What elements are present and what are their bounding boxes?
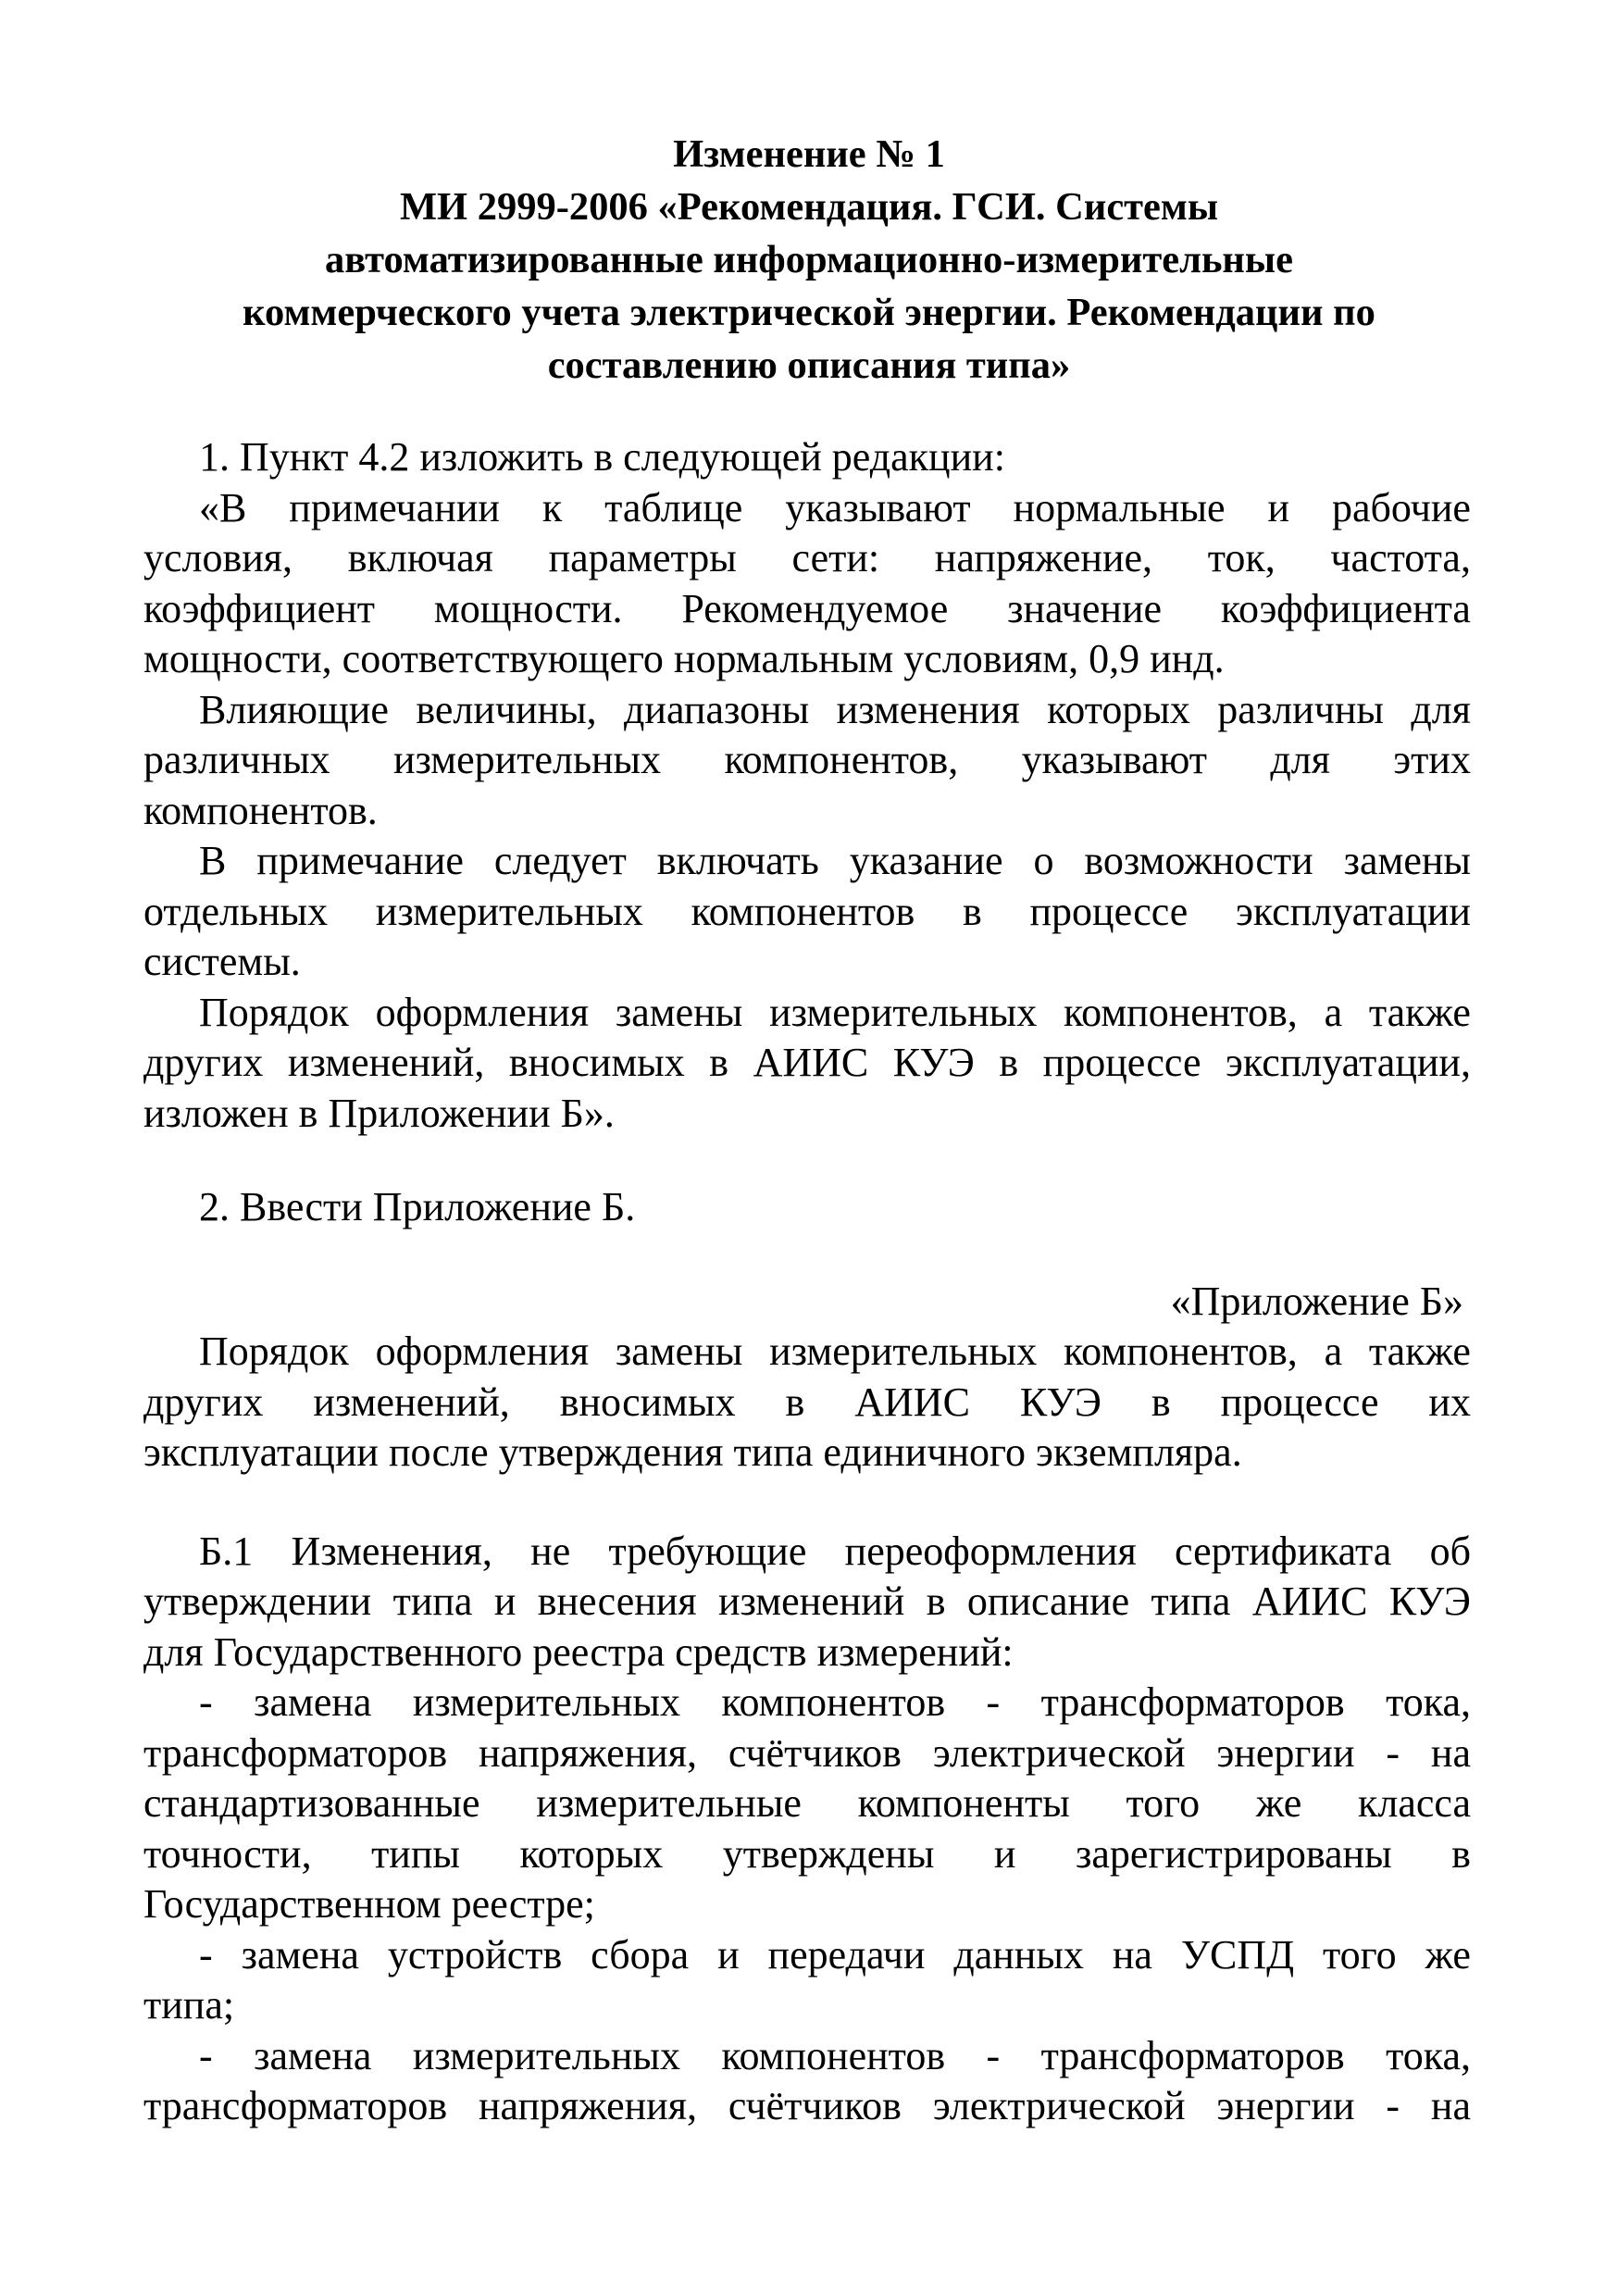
justified-line (143, 1038, 1471, 1089)
word: описание (966, 1578, 1130, 1624)
title-line: автоматизированные информационно-измерительные (325, 238, 1293, 281)
word: передачи (767, 1931, 926, 1978)
word: процессе (1042, 1040, 1201, 1085)
word: эксплуатации (1235, 888, 1471, 934)
word: следует (493, 838, 627, 883)
paragraph-last-line: изложен в Приложении Б». (143, 1090, 615, 1136)
word: стандартизованные (143, 1780, 480, 1826)
justified-line (143, 1327, 1471, 1378)
word: вносимых (508, 1040, 685, 1085)
word: возможности (1084, 838, 1313, 883)
word: условия, (143, 535, 293, 580)
word: напряжения, (478, 2083, 697, 2128)
word: указывают (785, 484, 971, 530)
word: диапазоны (624, 686, 810, 732)
word: - (986, 2032, 1001, 2078)
word: и (1267, 484, 1290, 530)
title-line: Изменение № 1 (673, 132, 945, 176)
word: АИИС (1251, 1578, 1368, 1624)
word: величины, (416, 686, 597, 732)
justified-line (143, 533, 1471, 584)
word: на (1430, 1729, 1471, 1776)
word: замена (241, 1931, 359, 1978)
word: в (963, 888, 982, 934)
word: электрической (932, 2083, 1186, 2128)
bullet-item-3 (143, 2031, 1471, 2132)
word: измерительных (412, 1679, 680, 1725)
document-title (139, 128, 1479, 392)
word: измерительных (769, 989, 1038, 1035)
word: компонентов (691, 888, 915, 934)
word: измерительных (393, 737, 662, 782)
word: КУЭ (1019, 1379, 1101, 1425)
paragraph-last-line: типа; (143, 1982, 235, 2028)
word: примечании (289, 484, 500, 530)
word: которых (1047, 686, 1190, 732)
word: В (199, 838, 227, 883)
word: ток, (1207, 535, 1276, 580)
word: замена (254, 1679, 372, 1725)
word: того (1126, 1780, 1201, 1826)
word: тока, (1386, 2032, 1471, 2078)
justified-line (143, 1728, 1471, 1779)
justified-line (143, 887, 1471, 938)
word: указание (849, 838, 1003, 883)
word: и (993, 1830, 1016, 1877)
word: процессе (1029, 888, 1189, 934)
word: других (143, 1379, 264, 1425)
word: указывают (1021, 737, 1207, 782)
word: переоформления (844, 1528, 1137, 1574)
paragraph-last-line: для Государственного реестра средств измерений: (143, 1628, 1014, 1675)
word: - (199, 1931, 213, 1978)
word: замены (615, 989, 743, 1035)
word: типа (392, 1578, 473, 1624)
word: утверждены (722, 1830, 935, 1877)
word: «В (199, 484, 247, 530)
word: АИИС (854, 1379, 970, 1425)
word: счётчиков (728, 1729, 902, 1776)
word: типы (371, 1830, 460, 1877)
word: компонентов, (1064, 1329, 1298, 1374)
word: коэффициент (143, 585, 376, 631)
word: зарегистрированы (1075, 1830, 1392, 1877)
word: в (999, 1040, 1019, 1085)
word: замена (254, 2032, 372, 2078)
word: вносимых (559, 1379, 736, 1425)
word: их (1428, 1379, 1471, 1425)
word: - (199, 1679, 213, 1725)
word: трансформаторов (143, 1729, 448, 1776)
word: изменений, (287, 1040, 485, 1085)
word: коэффициента (1220, 585, 1471, 631)
word: компонентов, (1064, 989, 1298, 1035)
word: измерительных (375, 888, 643, 934)
word: на (1112, 1931, 1152, 1978)
paragraph-last-line: Государственном реестре; (143, 1881, 595, 1927)
word: процессе (1220, 1379, 1379, 1425)
word: компонентов (721, 1679, 946, 1725)
justified-line (143, 735, 1471, 786)
bullet-item-1 (143, 1678, 1471, 1930)
word: КУЭ (1388, 1578, 1471, 1624)
justified-line (143, 584, 1471, 635)
word: таблице (604, 484, 743, 530)
word: для (1411, 686, 1471, 732)
word: компоненты (857, 1780, 1070, 1826)
word: типа (1151, 1578, 1231, 1624)
word: замены (1343, 838, 1471, 883)
word: а (1324, 989, 1343, 1035)
word: включая (347, 535, 493, 580)
word: примечание (256, 838, 464, 883)
word: электрической (932, 1729, 1186, 1776)
word: КУЭ (892, 1040, 975, 1085)
word: рабочие (1331, 484, 1471, 530)
word: также (1368, 1329, 1471, 1374)
word: - (1386, 2083, 1400, 2128)
word: энергии (1216, 2083, 1355, 2128)
word: компонентов, (724, 737, 959, 782)
justified-line (143, 2081, 1471, 2132)
word: об (1429, 1528, 1471, 1574)
word: различны (1217, 686, 1384, 732)
word: УСПД (1180, 1931, 1295, 1978)
word: АИИС (753, 1040, 869, 1085)
word: - (1386, 1729, 1400, 1776)
word: изменений, (313, 1379, 510, 1425)
word: частота, (1330, 535, 1471, 580)
justified-line (143, 1829, 1471, 1880)
item-1-paragraph-4 (143, 988, 1471, 1140)
word: трансформаторов (1040, 2032, 1345, 2078)
word: которых (519, 1830, 664, 1877)
word: Изменения, (291, 1528, 492, 1574)
word: и (717, 1931, 740, 1978)
justified-line (143, 1678, 1471, 1728)
item-1-paragraph-1 (143, 483, 1471, 685)
word: параметры (548, 535, 737, 580)
word: в (709, 1040, 729, 1085)
document-body (143, 432, 1471, 2132)
word: отдельных (143, 888, 329, 934)
appendix-intro (143, 1327, 1471, 1479)
item-1-paragraph-3 (143, 836, 1471, 988)
word: напряжение, (934, 535, 1153, 580)
word: же (1425, 1931, 1471, 1978)
word: измерительные (536, 1780, 802, 1826)
word: трансформаторов (143, 2083, 448, 2128)
word: других (143, 1040, 264, 1085)
word: же (1255, 1780, 1302, 1826)
word: Порядок (199, 989, 349, 1035)
word: измерительных (412, 2032, 680, 2078)
justified-line (143, 988, 1471, 1039)
item-1-paragraph-2 (143, 685, 1471, 837)
word: сбора (591, 1931, 690, 1978)
word: в (785, 1379, 805, 1425)
word: значение (1007, 585, 1163, 631)
section-b1 (143, 1527, 1471, 1678)
word: того (1323, 1931, 1397, 1978)
word: нормальные (1013, 484, 1226, 530)
paragraph-last-line: мощности, соответствующего нормальным условиям, 0,9 инд. (143, 636, 1225, 681)
title-line: коммерческого учета электрической энергии. Рекомендации по (243, 291, 1375, 334)
justified-line (143, 1577, 1471, 1628)
word: в (926, 1578, 946, 1624)
word: трансформаторов (1040, 1679, 1345, 1725)
word: оформления (375, 989, 590, 1035)
word: Б.1 (199, 1528, 254, 1574)
word: изменений (717, 1578, 905, 1624)
title-line: МИ 2999-2006 «Рекомендация. ГСИ. Системы (399, 185, 1219, 229)
word: счётчиков (728, 2083, 902, 2128)
word: - (986, 1679, 1001, 1725)
word: Влияющие (199, 686, 389, 732)
item-1-heading: 1. Пункт 4.2 изложить в следующей редакции: (199, 434, 1005, 480)
justified-line (143, 2031, 1471, 2082)
word: на (1430, 2083, 1471, 2128)
word: энергии (1216, 1729, 1355, 1776)
word: тока, (1386, 1679, 1471, 1725)
word: изменения (836, 686, 1020, 732)
word: включать (656, 838, 819, 883)
word: класса (1358, 1780, 1471, 1826)
word: также (1368, 989, 1471, 1035)
justified-line (143, 836, 1471, 887)
word: оформления (375, 1329, 590, 1374)
spacer (143, 1139, 1471, 1182)
word: компонентов (721, 2032, 946, 2078)
word: о (1033, 838, 1054, 883)
word: сети: (791, 535, 880, 580)
spacer (143, 1479, 1471, 1527)
word: замены (615, 1329, 743, 1374)
word: Порядок (199, 1329, 349, 1374)
word: этих (1393, 737, 1471, 782)
word: эксплуатации, (1226, 1040, 1471, 1085)
paragraph-last-line: системы. (143, 939, 301, 984)
justified-line (143, 685, 1471, 736)
word: требующие (608, 1528, 807, 1574)
appendix-label: «Приложение Б» (1170, 1278, 1463, 1324)
word: к (541, 484, 563, 530)
paragraph-last-line: эксплуатации после утверждения типа единичного экземпляра. (143, 1429, 1242, 1475)
word: Рекомендуемое (681, 585, 949, 631)
word: и (493, 1578, 517, 1624)
word: точности, (143, 1830, 312, 1877)
word: измерительных (769, 1329, 1038, 1374)
word: не (530, 1528, 571, 1574)
word: а (1324, 1329, 1343, 1374)
word: напряжения, (478, 1729, 697, 1776)
word: утверждении (143, 1578, 372, 1624)
title-line: составлению описания типа» (547, 343, 1071, 387)
word: - (199, 2032, 213, 2078)
word: сертификата (1175, 1528, 1392, 1574)
paragraph-last-line: компонентов. (143, 787, 378, 833)
item-2-heading: 2. Ввести Приложение Б. (199, 1184, 636, 1229)
justified-line (143, 1930, 1471, 1981)
justified-line (143, 1778, 1471, 1829)
justified-line (143, 1527, 1471, 1578)
word: мощности. (433, 585, 623, 631)
justified-line (143, 1378, 1471, 1429)
word: внесения (537, 1578, 697, 1624)
word: устройств (387, 1931, 563, 1978)
bullet-item-2 (143, 1930, 1471, 2031)
word: данных (953, 1931, 1084, 1978)
word: в (1151, 1379, 1171, 1425)
justified-line (143, 483, 1471, 534)
word: в (1451, 1830, 1471, 1877)
word: различных (143, 737, 330, 782)
word: для (1270, 737, 1330, 782)
spacer (143, 1233, 1471, 1277)
